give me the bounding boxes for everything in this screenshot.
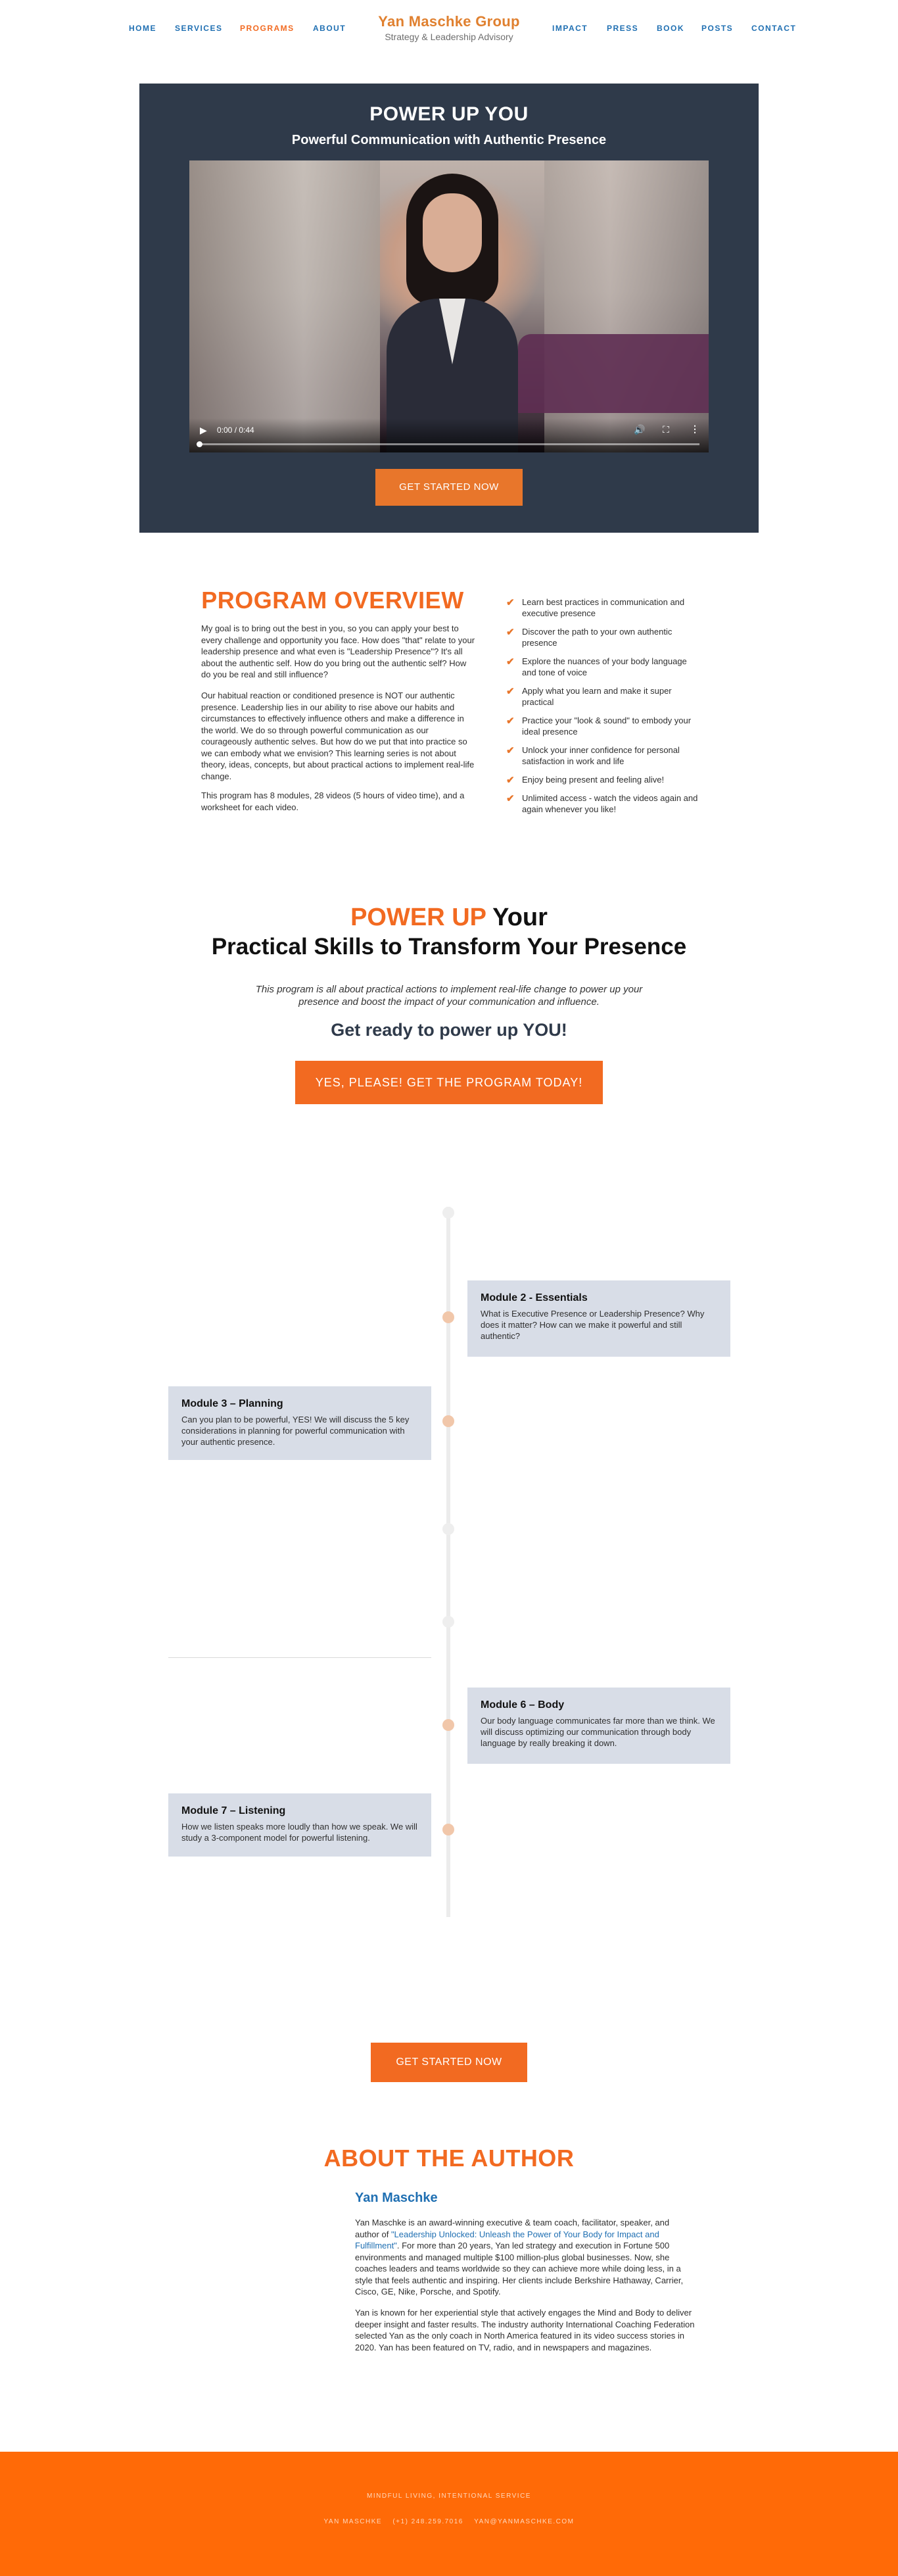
video-background-sofa <box>518 334 709 413</box>
module-description: What is Executive Presence or Leadership Presence? Why does it matter? How can we make it powerful and still authentic? <box>481 1309 705 1341</box>
video-presenter <box>387 174 518 452</box>
checklist-item: ✔ Practice your "look & sound" to embody your ideal presence <box>506 716 692 737</box>
module-description: How we listen speaks more loudly than how we speak. We will study a 3-component model for powerful listening. <box>181 1822 417 1843</box>
author-section-title: ABOUT THE AUTHOR <box>323 2145 575 2172</box>
timeline-dot <box>442 1719 454 1731</box>
footer-motto: MINDFUL LIVING, INTENTIONAL SERVICE <box>367 2492 531 2500</box>
nav-programs-link[interactable]: PROGRAMS <box>240 24 295 33</box>
presenter-face <box>423 193 482 272</box>
video-progress-handle[interactable] <box>197 441 202 447</box>
video-progress-bar[interactable] <box>199 443 699 445</box>
video-background-wall <box>189 160 380 452</box>
footer-phone[interactable]: (+1) 248.259.7016 <box>392 2518 463 2525</box>
bottom-get-started-button[interactable]: GET STARTED NOW <box>371 2043 527 2082</box>
timeline-dot <box>442 1824 454 1835</box>
module-title: Module 3 – Planning <box>181 1398 283 1409</box>
more-options-icon[interactable]: ⋮ <box>690 424 699 434</box>
module-card-body <box>467 1688 730 1764</box>
video-time: 0:00 / 0:44 <box>217 425 254 435</box>
check-icon: ✔ <box>506 716 515 727</box>
timeline-divider <box>168 1657 431 1658</box>
checklist-item: ✔ Apply what you learn and make it super practical <box>506 686 672 707</box>
checklist-item: ✔ Learn best practices in communication and executive presence <box>506 597 685 618</box>
book-link[interactable]: "Leadership Unlocked: Unleash the Power of Your Body for Impact and Fulfillment" <box>355 2229 659 2250</box>
module-card-essentials <box>467 1280 730 1357</box>
nav-book-link[interactable]: BOOK <box>657 24 684 33</box>
overview-paragraph: Our habitual reaction or conditioned presence is NOT our authentic presence. Leadership lies in our ability to rise above our habits and circumstances to effectively influence others and make a difference in the world. We do so through powerful communication as our courageously authentic selves. But how do we put that into practice so we can embody what we envision? This learning series is not about theory, ideas, concepts, but about practical actions to implement real-life change. <box>201 691 475 781</box>
module-card-planning <box>168 1386 431 1460</box>
module-title: Module 6 – Body <box>481 1699 565 1711</box>
checklist-item: ✔ Unlimited access - watch the videos again and again whenever you like! <box>506 793 698 814</box>
author-bio-paragraph: Yan is known for her experiential style that actively engages the Mind and Body to deliver deeper insight and faster results. The industry authority International Coaching Federation selected Yan as the only coach in North America featured in its video success stories in 2020. Yan has been featured on TV, radio, and in newspapers and magazines. <box>355 2308 695 2352</box>
module-description: Our body language communicates far more than we think. We will discuss optimizing our communication through body language by really breaking it down. <box>481 1716 715 1748</box>
nav-contact-link[interactable]: CONTACT <box>751 24 797 33</box>
check-icon: ✔ <box>506 793 515 804</box>
overview-paragraph: This program has 8 modules, 28 videos (5 hours of video time), and a worksheet for each video. <box>201 790 465 812</box>
module-card-listening <box>168 1793 431 1857</box>
overview-paragraph: My goal is to bring out the best in you, so you can apply your best to every challenge and opportunity you face. How does "that" relate to your leadership presence and what even is "Leadership Presence"? It's all about the authentic self. How do you bring out the authentic self? How do you be real and still influence? <box>201 623 475 679</box>
nav-posts-link[interactable]: POSTS <box>701 24 734 33</box>
video-controls <box>189 418 709 452</box>
hero-title: POWER UP YOU <box>369 103 529 125</box>
check-icon: ✔ <box>506 656 515 668</box>
timeline-dot <box>442 1207 454 1219</box>
nav-impact-link[interactable]: IMPACT <box>552 24 588 33</box>
get-program-button[interactable]: YES, PLEASE! GET THE PROGRAM TODAY! <box>295 1061 603 1104</box>
check-icon: ✔ <box>506 745 515 756</box>
fullscreen-icon[interactable]: ⛶ <box>663 424 669 435</box>
volume-icon[interactable]: 🔊 <box>634 424 646 435</box>
nav-press-link[interactable]: PRESS <box>607 24 639 33</box>
check-icon: ✔ <box>506 627 515 638</box>
brand-logo[interactable] <box>342 13 556 42</box>
site-footer <box>0 2452 898 2576</box>
video-player[interactable] <box>189 160 709 452</box>
author-bio-paragraph: Yan Maschke is an award-winning executive & team coach, facilitator, speaker, and author of "Leadership Unlocked: Unleash the Power of Your Body for Impact and Fulfillment". For more than 20 years, Yan led strategy and execution in Fortune 500 environments and managed multiple $100 million-plus global businesses. Now, she coaches leaders and teams worldwide so they can achieve more while doing less, in a style that feels authentic and inspiring. Her clients include Berkshire Hathaway, Carrier, Cisco, GE, Nike, Porsche, and Spotify. <box>355 2218 684 2297</box>
check-icon: ✔ <box>506 775 515 786</box>
brand-name: Yan Maschke Group <box>378 13 520 30</box>
powerup-ready-heading: Get ready to power up YOU! <box>331 1020 567 1040</box>
hero-section <box>139 84 759 533</box>
footer-email[interactable]: YAN@YANMASCHKE.COM <box>474 2518 575 2525</box>
hero-get-started-button[interactable]: GET STARTED NOW <box>375 469 523 506</box>
check-icon: ✔ <box>506 686 515 697</box>
powerup-title-highlight: POWER UP <box>350 904 486 931</box>
check-icon: ✔ <box>506 597 515 608</box>
hero-subtitle: Powerful Communication with Authentic Presence <box>291 133 607 147</box>
benefits-checklist <box>506 596 703 822</box>
nav-home-link[interactable]: HOME <box>129 24 156 33</box>
powerup-title <box>0 904 898 932</box>
powerup-quote: This program is all about practical actions to implement real-life change to power up your presence and boost the impact of your communication and influence. <box>255 984 643 1008</box>
powerup-subtitle: Practical Skills to Transform Your Presence <box>211 934 687 960</box>
timeline-dot <box>442 1415 454 1427</box>
overview-title: PROGRAM OVERVIEW <box>201 587 464 614</box>
checklist-item: ✔ Enjoy being present and feeling alive! <box>506 775 665 786</box>
checklist-item: ✔ Explore the nuances of your body language and tone of voice <box>506 656 687 677</box>
checklist-item: ✔ Discover the path to your own authentic presence <box>506 627 673 648</box>
top-nav <box>0 0 898 57</box>
module-description: Can you plan to be powerful, YES! We will discuss the 5 key considerations in planning for powerful communication with your authentic presence. <box>181 1415 410 1447</box>
author-name: Yan Maschke <box>355 2191 438 2205</box>
nav-services-link[interactable]: SERVICES <box>175 24 223 33</box>
module-title: Module 7 – Listening <box>181 1805 286 1816</box>
timeline-dot <box>442 1616 454 1628</box>
powerup-title-rest: Your <box>486 904 548 931</box>
timeline-dot <box>442 1523 454 1535</box>
footer-contact-name: YAN MASCHKE <box>323 2518 383 2525</box>
checklist-item: ✔ Unlock your inner confidence for personal satisfaction in work and life <box>506 745 680 766</box>
timeline-dot <box>442 1311 454 1323</box>
nav-about-link[interactable]: ABOUT <box>313 24 346 33</box>
footer-contact <box>0 2518 898 2525</box>
play-icon[interactable]: ▶ <box>200 425 207 435</box>
brand-tagline: Strategy & Leadership Advisory <box>385 32 513 42</box>
module-title: Module 2 - Essentials <box>481 1292 588 1303</box>
